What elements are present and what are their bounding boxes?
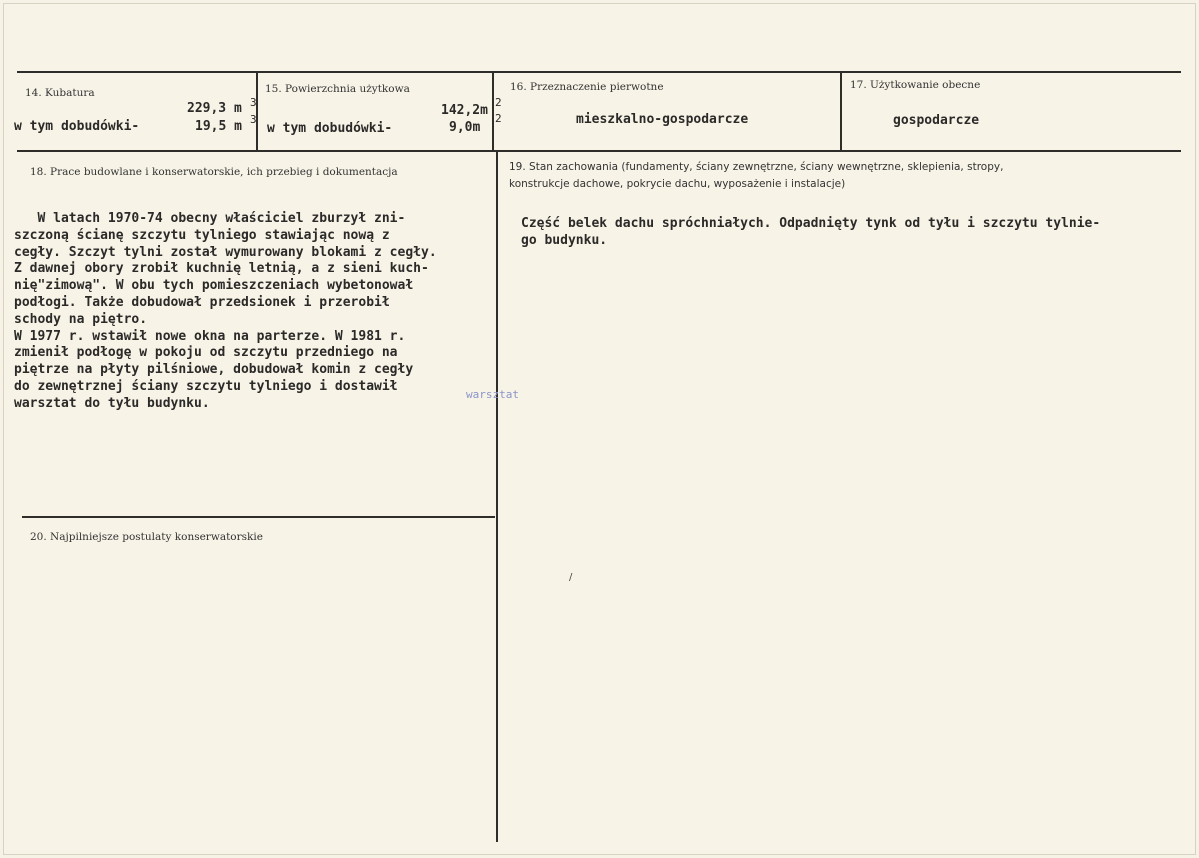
divider-main <box>496 150 498 842</box>
field-15-extension-unit-sup: 2 <box>495 112 502 125</box>
field-14-extension-label: w tym dobudówki- <box>14 119 140 134</box>
inventory-card <box>3 3 1196 855</box>
field-16-value: mieszkalno-gospodarcze <box>576 112 749 127</box>
field-17-value: gospodarcze <box>893 113 980 128</box>
field-15-unit-sup: 2 <box>495 96 502 109</box>
field-18-label: 18. Prace budowlane i konserwatorskie, ich przebieg i dokumentacja <box>30 166 398 178</box>
pen-mark: / <box>569 572 573 583</box>
field-20-rule <box>22 516 495 518</box>
field-15-extension-label: w tym dobudówki- <box>267 121 393 136</box>
field-14-label: 14. Kubatura <box>25 87 95 99</box>
field-18-stamp: warsztat <box>466 388 519 401</box>
divider-14-15 <box>256 72 258 152</box>
top-rule <box>17 71 1181 73</box>
field-19-label-line1: 19. Stan zachowania (fundamenty, ściany zewnętrzne, ściany wewnętrzne, sklepienia, stropy, <box>509 161 1004 173</box>
field-15-extension-area: 9,0m <box>449 120 481 135</box>
field-14-extension-volume: 19,5 m <box>195 119 242 134</box>
field-19-text: Część belek dachu spróchniałych. Odpadnięty tynk od tyłu i szczytu tylnie- go budynku. <box>521 216 1101 248</box>
field-16-label: 16. Przeznaczenie pierwotne <box>510 81 664 93</box>
field-18-text: W latach 1970-74 obecny właściciel zburzył zni- szczoną ścianę szczytu tylniego stawiając nową z cegły. Szczyt tylni został wymurowany blokami z cegły. Z dawnej obory zrobił kuchnię letnią, a z sieni kuch- nię"zimową". W obu tych pomieszczeniach wybetonował podłogi. Także dobudował przedsionek i przerobił schody na piętro. W 1977 r. wstawił nowe okna na parterze. W 1981 r. zmienił podłogę w pokoju od szczytu przedniego na piętrze na płyty pilśniowe, dobudował komin z cegły do zewnętrznej ściany szczytu tylniego i dostawił warsztat do tyłu budynku. <box>14 211 437 411</box>
field-17-label: 17. Użytkowanie obecne <box>850 79 981 91</box>
second-rule <box>17 150 1181 152</box>
field-19-label-line2: konstrukcje dachowe, pokrycie dachu, wyposażenie i instalacje) <box>509 178 846 190</box>
field-14-unit-sup: 3 <box>250 96 257 109</box>
field-20-label: 20. Najpilniejsze postulaty konserwatorskie <box>30 531 263 543</box>
field-15-label: 15. Powierzchnia użytkowa <box>265 83 410 95</box>
field-14-volume: 229,3 m <box>187 101 242 116</box>
divider-16-17 <box>840 72 842 152</box>
field-14-extension-unit-sup: 3 <box>250 113 257 126</box>
field-15-area: 142,2m <box>441 103 488 118</box>
divider-15-16 <box>492 72 494 152</box>
